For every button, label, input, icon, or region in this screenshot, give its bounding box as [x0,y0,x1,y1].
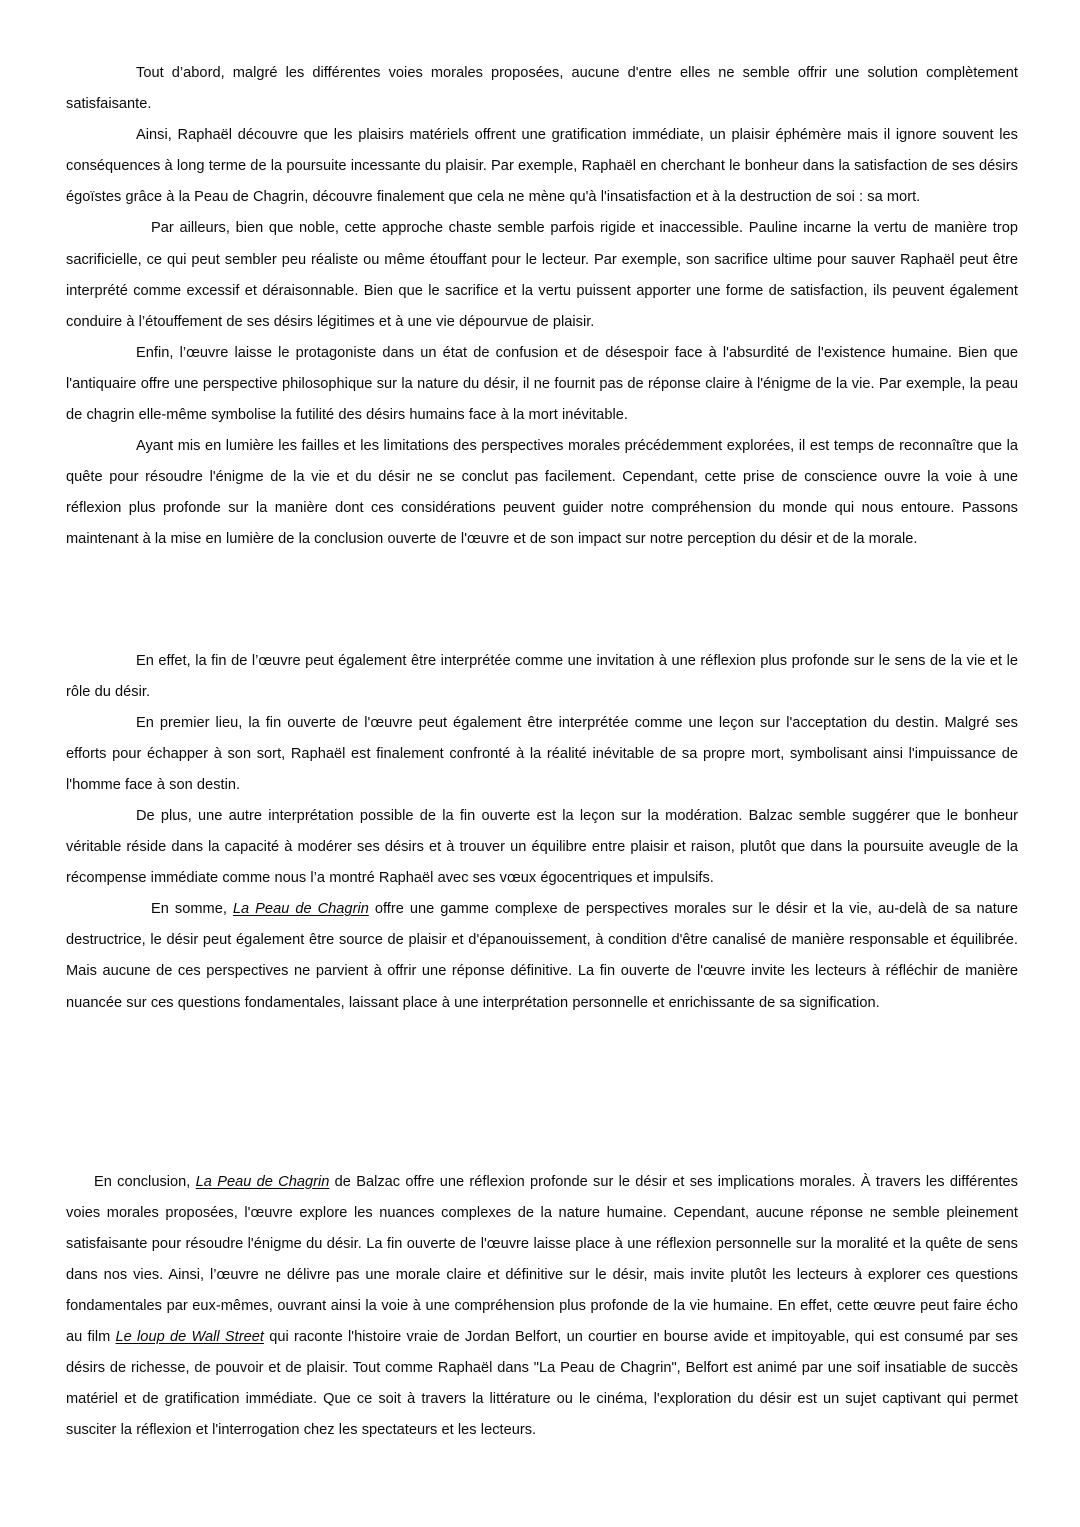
section-conclusion [66,1167,1018,1447]
paragraph-with-title-reference: En conclusion, La Peau de Chagrin de Balzac offre une réflexion profonde sur le désir et ses implications morales. À travers les différentes voies morales proposées, l'œuvre explore les nuances complexes de la nature humaine. Cependant, aucune réponse ne semble pleinement satisfaisante pour résoudre l'énigme du désir. La fin ouverte de l'œuvre laisse place à une réflexion personnelle sur la moralité et la quête de sens dans nos vies. Ainsi, l’œuvre ne délivre pas une morale claire et définitive sur le désir, mais invite plutôt les lecteurs à explorer ces questions fondamentales par eux-mêmes, ouvrant ainsi la voie à une compréhension plus profonde de la vie humaine. En effet, cette œuvre peut faire écho au film Le loup de Wall Street qui raconte l'histoire vraie de Jordan Belfort, un courtier en bourse avide et impitoyable, qui est consumé par ses désirs de richesse, de pouvoir et de plaisir. Tout comme Raphaël dans "La Peau de Chagrin", Belfort est animé par une soif insatiable de succès matériel et de gratification immédiate. Que ce soit à travers la littérature ou le cinéma, l'exploration du désir est un sujet captivant qui permet susciter la réflexion et l'interrogation chez les spectateurs et les lecteurs. [66,1173,1018,1439]
paragraph: Par ailleurs, bien que noble, cette approche chaste semble parfois rigide et inaccessible. Pauline incarne la vertu de manière trop sacrificielle, ce qui peut sembler peu réaliste ou même étouffant pour le lecteur. Par exemple, son sacrifice ultime pour sauver Raphaël peut être interprété comme excessif et déraisonnable. Bien que le sacrifice et la vertu puissent apporter une forme de satisfaction, ils peuvent également conduire à l’étouffement de ses désirs légitimes et à une vie dépourvue de plaisir. [66,220,1018,330]
work-title-reference: Le loup de Wall Street [115,1329,264,1346]
section-separator [66,556,1018,646]
paragraph: Enfin, l’œuvre laisse le protagoniste dans un état de confusion et de désespoir face à l'absurdité de l'existence humaine. Bien que l'antiquaire offre une perspective philosophique sur la nature du désir, il ne fournit pas de réponse claire à l'énigme de la vie. Par exemple, la peau de chagrin elle-même symbolise la futilité des désirs humains face à la mort inévitable. [66,344,1018,424]
section-separator [66,1019,1018,1167]
paragraph: Ainsi, Raphaël découvre que les plaisirs matériels offrent une gratification immédiate, un plaisir éphémère mais il ignore souvent les conséquences à long terme de la poursuite incessante du plaisir. Par exemple, Raphaël en cherchant le bonheur dans la satisfaction de ses désirs égoïstes grâce à la Peau de Chagrin, découvre finalement que cela ne mène qu'à l'insatisfaction et à la destruction de soi : sa mort. [66,127,1018,206]
work-title-reference: La Peau de Chagrin [195,1173,330,1190]
section-fin-ouverte-de-l-oeuvre [66,646,1018,1019]
paragraph: Ayant mis en lumière les failles et les limitations des perspectives morales précédemment explorées, il est temps de reconnaître que la quête pour résoudre l'énigme de la vie et du désir ne se conclut pas facilement. Cependant, cette prise de conscience ouvre la voie à une réflexion plus profonde sur la manière dont ces considérations peuvent guider notre compréhension du monde qui nous entoure. Passons maintenant à la mise en lumière de la conclusion ouverte de l'œuvre et de son impact sur notre perception du désir et de la morale. [66,438,1018,548]
paragraph-with-title-reference: En somme, La Peau de Chagrin offre une gamme complexe de perspectives morales sur le désir et la vie, au-delà de sa nature destructrice, le désir peut également être source de plaisir et d'épanouissement, à condition d'être canalisé de manière responsable et équilibrée. Mais aucune de ces perspectives ne parvient à offrir une réponse définitive. La fin ouverte de l'œuvre invite les lecteurs à réfléchir de manière nuancée sur ces questions fondamentales, laissant place à une interprétation personnelle et enrichissante de sa signification. [66,901,1018,1011]
paragraph: Tout d’abord, malgré les différentes voies morales proposées, aucune d'entre elles ne semble offrir une solution complètement satisfaisante. [66,65,1018,113]
paragraph: De plus, une autre interprétation possible de la fin ouverte est la leçon sur la modération. Balzac semble suggérer que le bonheur véritable réside dans la capacité à modérer ses désirs et à trouver un équilibre entre plaisir et raison, plutôt que dans la poursuite aveugle de la récompense immédiate comme nous l’a montré Raphaël avec ses vœux égocentriques et impulsifs. [66,807,1018,887]
document-body [66,58,1018,1446]
work-title-reference: La Peau de Chagrin [232,901,369,918]
paragraph: En effet, la fin de l’œuvre peut également être interprétée comme une invitation à une réflexion plus profonde sur le sens de la vie et le rôle du désir. [66,652,1018,700]
paragraph: En premier lieu, la fin ouverte de l'œuvre peut également être interprétée comme une leçon sur l'acceptation du destin. Malgré ses efforts pour échapper à son sort, Raphaël est finalement confronté à la réalité inévitable de sa propre mort, symbolisant ainsi l'impuissance de l'homme face à son destin. [66,714,1018,793]
section-limites-des-voies-morales [66,58,1018,556]
